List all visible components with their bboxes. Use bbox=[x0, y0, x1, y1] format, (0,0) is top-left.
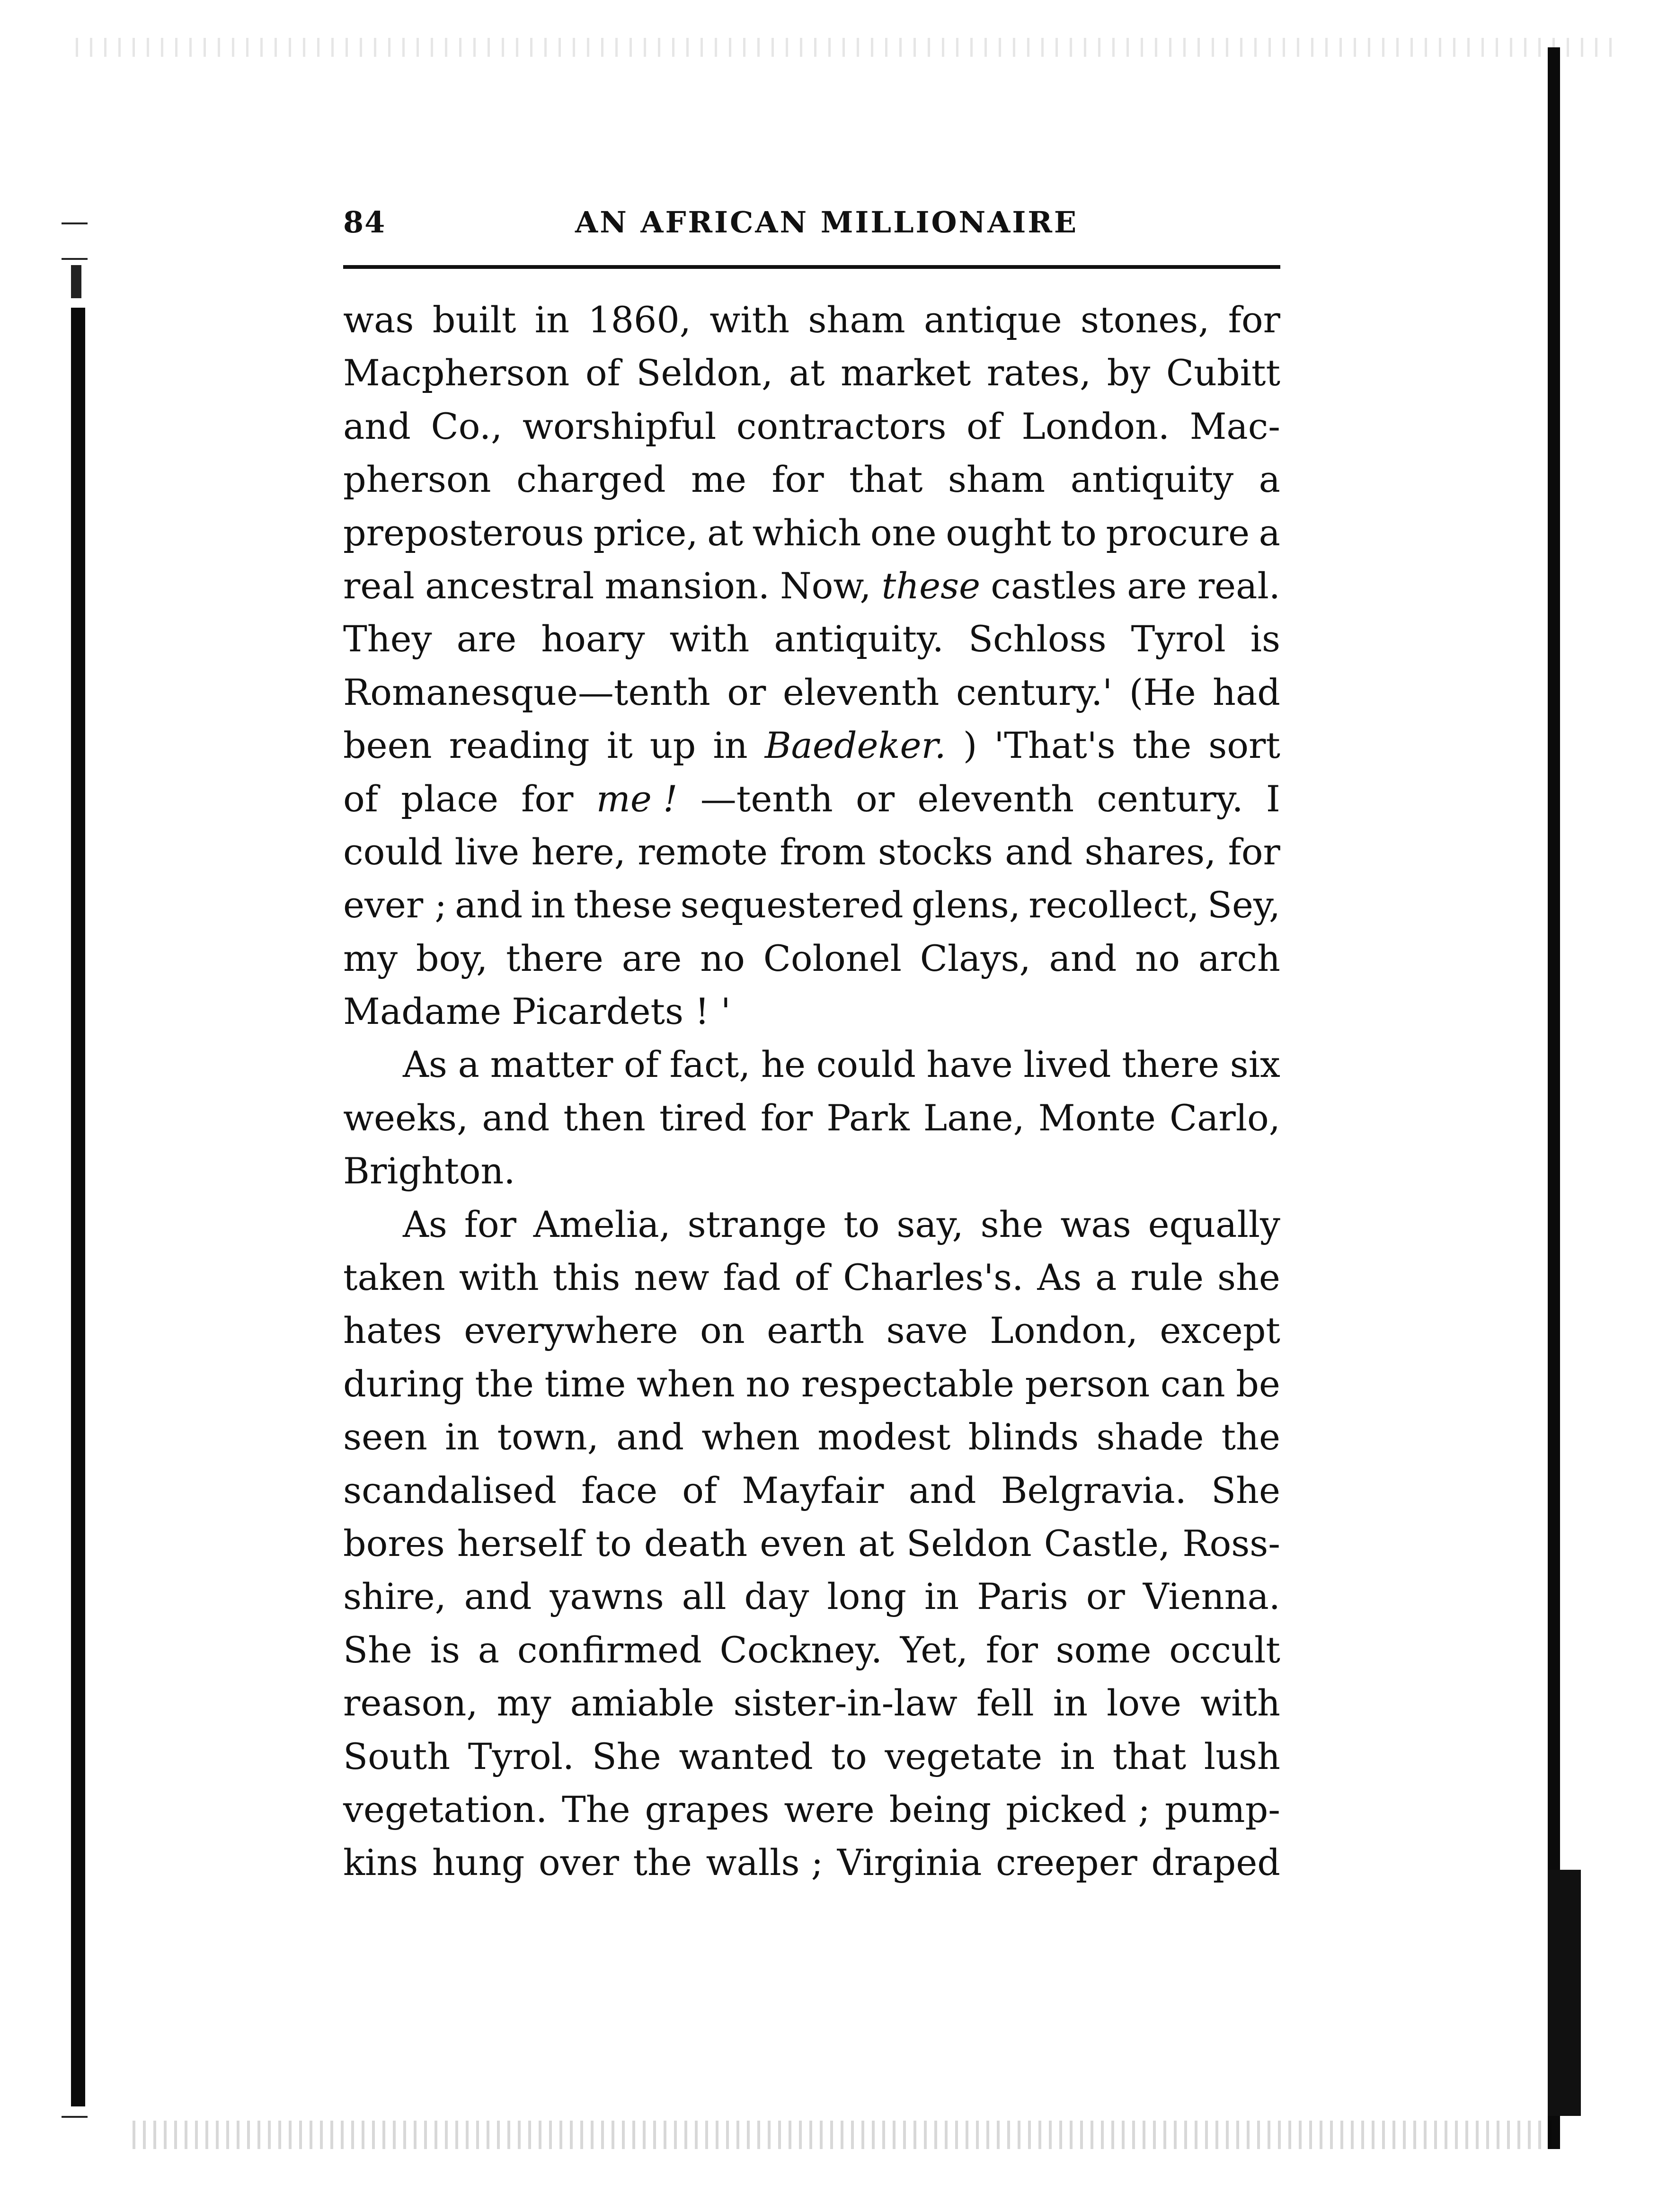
word: vegetate bbox=[885, 1735, 1043, 1777]
word: antiquity bbox=[1070, 458, 1234, 501]
word: to bbox=[1060, 511, 1097, 554]
word: or bbox=[727, 671, 766, 713]
word: Mac- bbox=[1189, 405, 1280, 447]
word: preposterous bbox=[343, 511, 584, 554]
word: these bbox=[881, 564, 981, 607]
word: castles bbox=[991, 564, 1117, 607]
scan-edge-left-mark bbox=[71, 265, 81, 298]
word: Carlo, bbox=[1169, 1096, 1280, 1139]
word: confirmed bbox=[517, 1628, 702, 1671]
word: Amelia, bbox=[533, 1203, 671, 1245]
word: contractors bbox=[736, 405, 947, 447]
word: and bbox=[908, 1469, 976, 1511]
scan-edge-left bbox=[71, 308, 85, 2106]
word: bores bbox=[343, 1522, 445, 1564]
word: century. bbox=[1097, 777, 1243, 820]
word: face bbox=[581, 1469, 658, 1511]
word: a bbox=[1259, 458, 1280, 501]
word: antiquity. bbox=[774, 618, 944, 660]
word: recollect, bbox=[1029, 884, 1199, 926]
text-line bbox=[343, 560, 1280, 613]
word: in bbox=[534, 299, 570, 341]
word: when bbox=[701, 1416, 800, 1458]
word: eleventh bbox=[917, 777, 1074, 820]
page-number: 84 bbox=[343, 205, 386, 240]
word: love bbox=[1107, 1682, 1182, 1724]
word: my bbox=[343, 937, 398, 979]
word: the bbox=[633, 1841, 692, 1884]
word: Seldon, bbox=[636, 352, 773, 394]
text-line bbox=[343, 932, 1280, 985]
word: and bbox=[1049, 937, 1117, 979]
text-line bbox=[343, 1517, 1280, 1570]
word: As bbox=[403, 1203, 447, 1245]
word: —tenth bbox=[700, 777, 833, 820]
word: one bbox=[870, 511, 937, 554]
word: market bbox=[841, 352, 971, 394]
word: Lane, bbox=[923, 1096, 1025, 1139]
scan-noise-top bbox=[76, 38, 1614, 57]
word: in bbox=[445, 1416, 480, 1458]
word: Ross- bbox=[1182, 1522, 1280, 1564]
word: ought bbox=[946, 511, 1052, 554]
text-line bbox=[343, 666, 1280, 719]
word: can bbox=[1160, 1362, 1225, 1405]
word: As bbox=[1037, 1256, 1082, 1299]
word: everywhere bbox=[464, 1309, 678, 1352]
word: She bbox=[592, 1735, 661, 1777]
word: Charles's. bbox=[843, 1256, 1024, 1299]
word: time bbox=[544, 1362, 626, 1405]
word: earth bbox=[767, 1309, 865, 1352]
word: a bbox=[458, 1043, 479, 1086]
word: at bbox=[707, 511, 743, 554]
word: Belgravia. bbox=[1001, 1469, 1187, 1511]
word: Schloss bbox=[968, 618, 1107, 660]
word: he bbox=[761, 1043, 806, 1086]
scan-noise-bottom bbox=[133, 2121, 1552, 2149]
word: when bbox=[636, 1362, 735, 1405]
word: on bbox=[700, 1309, 745, 1352]
word: no bbox=[745, 1362, 791, 1405]
word: place bbox=[401, 777, 498, 820]
word: built bbox=[432, 299, 516, 341]
text-line bbox=[343, 1304, 1280, 1357]
word: in bbox=[1053, 1682, 1088, 1724]
word: yawns bbox=[550, 1575, 664, 1618]
text-line bbox=[343, 1411, 1280, 1464]
word: with bbox=[1200, 1682, 1280, 1724]
word: town, bbox=[497, 1416, 599, 1458]
word: Baedeker. bbox=[764, 724, 946, 767]
word: at bbox=[858, 1522, 894, 1564]
text-line bbox=[343, 879, 1280, 932]
word: Romanesque—tenth bbox=[343, 671, 710, 713]
word: and bbox=[343, 405, 411, 447]
word: in bbox=[713, 724, 748, 767]
word: for bbox=[760, 1096, 813, 1139]
word: fad bbox=[723, 1256, 781, 1299]
word: Paris bbox=[977, 1575, 1068, 1618]
word: to bbox=[843, 1203, 880, 1245]
word: fell bbox=[976, 1682, 1034, 1724]
word: Tyrol bbox=[1131, 618, 1226, 660]
word: are bbox=[621, 937, 682, 979]
word: lush bbox=[1204, 1735, 1280, 1777]
word: there bbox=[1122, 1043, 1220, 1086]
word: in bbox=[531, 884, 566, 926]
word: grapes bbox=[645, 1788, 770, 1830]
word: in bbox=[1060, 1735, 1095, 1777]
word: ) bbox=[963, 724, 977, 767]
word: the bbox=[1132, 724, 1192, 767]
text-line bbox=[343, 400, 1280, 453]
word: hung bbox=[432, 1841, 525, 1884]
word: real. bbox=[1197, 564, 1280, 607]
word: reading bbox=[449, 724, 590, 767]
word: over bbox=[538, 1841, 619, 1884]
word: Park bbox=[826, 1096, 910, 1139]
text-line bbox=[343, 453, 1280, 506]
word: save bbox=[886, 1309, 968, 1352]
word: strange bbox=[687, 1203, 827, 1245]
word: ancestral bbox=[425, 564, 594, 607]
word: vegetation. bbox=[343, 1788, 548, 1830]
word: here, bbox=[531, 830, 626, 873]
word: 1860, bbox=[588, 299, 691, 341]
text-line bbox=[343, 1677, 1280, 1730]
word: Now, bbox=[780, 564, 871, 607]
word: up bbox=[649, 724, 696, 767]
word: long bbox=[827, 1575, 907, 1618]
text-line bbox=[343, 719, 1280, 772]
word: hates bbox=[343, 1309, 442, 1352]
word: of bbox=[585, 352, 621, 394]
word: I bbox=[1266, 777, 1280, 820]
word: scandalised bbox=[343, 1469, 557, 1511]
word: South bbox=[343, 1735, 451, 1777]
word: Mayfair bbox=[742, 1469, 884, 1511]
word: no bbox=[1135, 937, 1180, 979]
word: is bbox=[1250, 618, 1280, 660]
word: pump- bbox=[1164, 1788, 1280, 1830]
word: with bbox=[669, 618, 750, 660]
scan-tick bbox=[62, 222, 88, 224]
text-line bbox=[343, 1198, 1280, 1251]
word: live bbox=[454, 830, 520, 873]
word: me bbox=[691, 458, 746, 501]
word: by bbox=[1107, 352, 1151, 394]
word: Tyrol. bbox=[468, 1735, 575, 1777]
word: a bbox=[1095, 1256, 1117, 1299]
word: Brighton. bbox=[343, 1150, 515, 1192]
word: Co., bbox=[431, 405, 503, 447]
word: that bbox=[1112, 1735, 1187, 1777]
word: blinds bbox=[968, 1416, 1079, 1458]
word: six bbox=[1230, 1043, 1280, 1086]
word: which bbox=[752, 511, 861, 554]
word: fact, bbox=[669, 1043, 751, 1086]
word: Monte bbox=[1038, 1096, 1156, 1139]
word: the bbox=[1221, 1416, 1280, 1458]
word: century.' bbox=[956, 671, 1113, 713]
text-line bbox=[343, 293, 1280, 346]
text-line bbox=[343, 1783, 1280, 1836]
text-line bbox=[343, 1730, 1280, 1783]
word: of bbox=[624, 1043, 659, 1086]
word: respectable bbox=[801, 1362, 1015, 1405]
word: 'That's bbox=[994, 724, 1116, 767]
word: eleventh bbox=[782, 671, 940, 713]
text-line bbox=[343, 1145, 1280, 1198]
word: ever ; bbox=[343, 884, 447, 926]
word: hoary bbox=[541, 618, 645, 660]
word: day bbox=[744, 1575, 809, 1618]
word: be bbox=[1236, 1362, 1280, 1405]
page-header bbox=[343, 201, 1280, 244]
text-line bbox=[343, 346, 1280, 400]
word: in bbox=[924, 1575, 959, 1618]
word: The bbox=[562, 1788, 630, 1830]
word: Madame bbox=[343, 990, 502, 1033]
word: this bbox=[552, 1256, 621, 1299]
word: for bbox=[521, 777, 574, 820]
word: mansion. bbox=[604, 564, 770, 607]
scan-tick bbox=[62, 258, 88, 260]
header-rule bbox=[343, 265, 1280, 269]
word: sort bbox=[1208, 724, 1280, 767]
word: shares, bbox=[1084, 830, 1216, 873]
word: been bbox=[343, 724, 432, 767]
scan-tick bbox=[62, 2116, 88, 2118]
word: rule bbox=[1130, 1256, 1204, 1299]
word: my bbox=[497, 1682, 551, 1724]
word: person bbox=[1025, 1362, 1150, 1405]
word: tired bbox=[659, 1096, 747, 1139]
word: and bbox=[616, 1416, 684, 1458]
word: and bbox=[482, 1096, 550, 1139]
word: sister-in-law bbox=[733, 1682, 958, 1724]
text-line bbox=[343, 1251, 1280, 1304]
word: it bbox=[606, 724, 633, 767]
text-line bbox=[343, 613, 1280, 666]
word: sham bbox=[808, 299, 905, 341]
text-line bbox=[343, 1092, 1280, 1145]
text-line bbox=[343, 773, 1280, 826]
word: draped bbox=[1151, 1841, 1280, 1884]
word: to bbox=[595, 1522, 632, 1564]
word: (He bbox=[1129, 671, 1196, 713]
word: during bbox=[343, 1362, 464, 1405]
word: pherson bbox=[343, 458, 491, 501]
word: taken bbox=[343, 1256, 445, 1299]
word: amiable bbox=[570, 1682, 715, 1724]
word: me ! bbox=[596, 777, 678, 820]
running-title: AN AFRICAN MILLIONAIRE bbox=[575, 205, 1079, 240]
word: remote bbox=[638, 830, 768, 873]
word: price, bbox=[593, 511, 698, 554]
text-line bbox=[343, 1570, 1280, 1623]
word: that bbox=[849, 458, 923, 501]
word: for bbox=[1228, 299, 1280, 341]
scan-edge-right bbox=[1548, 47, 1560, 2149]
word: death bbox=[644, 1522, 748, 1564]
word: real bbox=[343, 564, 415, 607]
word: the bbox=[475, 1362, 534, 1405]
word: had bbox=[1213, 671, 1280, 713]
text-line bbox=[343, 1836, 1280, 1889]
word: some bbox=[1055, 1628, 1152, 1671]
word: matter bbox=[490, 1043, 613, 1086]
word: Clays, bbox=[920, 937, 1031, 979]
word: or bbox=[1086, 1575, 1125, 1618]
word: of bbox=[794, 1256, 830, 1299]
word: with bbox=[459, 1256, 539, 1299]
word: for bbox=[771, 458, 824, 501]
word: Cockney. bbox=[719, 1628, 882, 1671]
word: were bbox=[784, 1788, 875, 1830]
word: rates, bbox=[986, 352, 1091, 394]
word: boy, bbox=[416, 937, 488, 979]
word: for bbox=[464, 1203, 516, 1245]
word: lived bbox=[1023, 1043, 1111, 1086]
word: Vienna. bbox=[1143, 1575, 1280, 1618]
word: occult bbox=[1169, 1628, 1280, 1671]
word: shade bbox=[1096, 1416, 1204, 1458]
word: and bbox=[455, 884, 523, 926]
word: seen bbox=[343, 1416, 427, 1458]
word: London. bbox=[1021, 405, 1170, 447]
word: walls ; bbox=[706, 1841, 824, 1884]
word: new bbox=[634, 1256, 709, 1299]
word: could bbox=[816, 1043, 916, 1086]
word: Yet, bbox=[900, 1628, 968, 1671]
word: are bbox=[1127, 564, 1187, 607]
word: reason, bbox=[343, 1682, 478, 1724]
word: Sey, bbox=[1207, 884, 1280, 926]
word: arch bbox=[1198, 937, 1280, 979]
word: stones, bbox=[1081, 299, 1210, 341]
word: and bbox=[464, 1575, 532, 1618]
word: a bbox=[478, 1628, 500, 1671]
word: weeks, bbox=[343, 1096, 469, 1139]
word: a bbox=[1259, 511, 1280, 554]
word: have bbox=[926, 1043, 1013, 1086]
word: Colonel bbox=[763, 937, 902, 979]
word: all bbox=[682, 1575, 727, 1618]
word: procure bbox=[1106, 511, 1250, 554]
word: Seldon bbox=[906, 1522, 1032, 1564]
word: creeper bbox=[996, 1841, 1137, 1884]
word: say, bbox=[896, 1203, 964, 1245]
word: then bbox=[563, 1096, 646, 1139]
word: shire, bbox=[343, 1575, 446, 1618]
word: of bbox=[682, 1469, 718, 1511]
word: She bbox=[343, 1628, 412, 1671]
word: equally bbox=[1148, 1203, 1280, 1245]
word: even bbox=[760, 1522, 846, 1564]
word: except bbox=[1160, 1309, 1280, 1352]
word: charged bbox=[516, 458, 666, 501]
word: there bbox=[506, 937, 603, 979]
scan-edge-right-bottom bbox=[1548, 1870, 1581, 2116]
word: she bbox=[980, 1203, 1044, 1245]
word: from bbox=[780, 830, 866, 873]
word: and bbox=[1005, 830, 1073, 873]
word: or bbox=[856, 777, 895, 820]
word: modest bbox=[817, 1416, 951, 1458]
word: for bbox=[985, 1628, 1038, 1671]
word: Cubitt bbox=[1166, 352, 1280, 394]
word: these bbox=[573, 884, 673, 926]
word: of bbox=[343, 777, 378, 820]
word: London, bbox=[990, 1309, 1138, 1352]
text-line bbox=[343, 1038, 1280, 1091]
word: antique bbox=[924, 299, 1062, 341]
word: wanted bbox=[679, 1735, 813, 1777]
word: are bbox=[456, 618, 517, 660]
text-line bbox=[343, 985, 1280, 1038]
word: Picardets ! ' bbox=[512, 990, 731, 1033]
text-line bbox=[343, 1464, 1280, 1517]
text-line bbox=[343, 506, 1280, 560]
word: Macpherson bbox=[343, 352, 570, 394]
word: was bbox=[1060, 1203, 1131, 1245]
word: Castle, bbox=[1044, 1522, 1171, 1564]
word: of bbox=[966, 405, 1002, 447]
word: She bbox=[1211, 1469, 1280, 1511]
word: to bbox=[831, 1735, 867, 1777]
word: is bbox=[430, 1628, 461, 1671]
word: for bbox=[1228, 830, 1280, 873]
word: she bbox=[1217, 1256, 1280, 1299]
word: was bbox=[343, 299, 414, 341]
word: no bbox=[700, 937, 745, 979]
body-text bbox=[343, 293, 1280, 1890]
text-line bbox=[343, 1624, 1280, 1677]
word: As bbox=[403, 1043, 447, 1086]
word: kins bbox=[343, 1841, 418, 1884]
word: with bbox=[709, 299, 790, 341]
word: being bbox=[889, 1788, 992, 1830]
word: could bbox=[343, 830, 443, 873]
word: worshipful bbox=[522, 405, 717, 447]
word: picked ; bbox=[1006, 1788, 1151, 1830]
word: stocks bbox=[878, 830, 993, 873]
word: sham bbox=[948, 458, 1046, 501]
word: herself bbox=[457, 1522, 584, 1564]
word: They bbox=[343, 618, 432, 660]
word: glens, bbox=[911, 884, 1020, 926]
word: at bbox=[789, 352, 825, 394]
text-line bbox=[343, 826, 1280, 879]
word: sequestered bbox=[680, 884, 904, 926]
word: Virginia bbox=[837, 1841, 982, 1884]
text-line bbox=[343, 1358, 1280, 1411]
